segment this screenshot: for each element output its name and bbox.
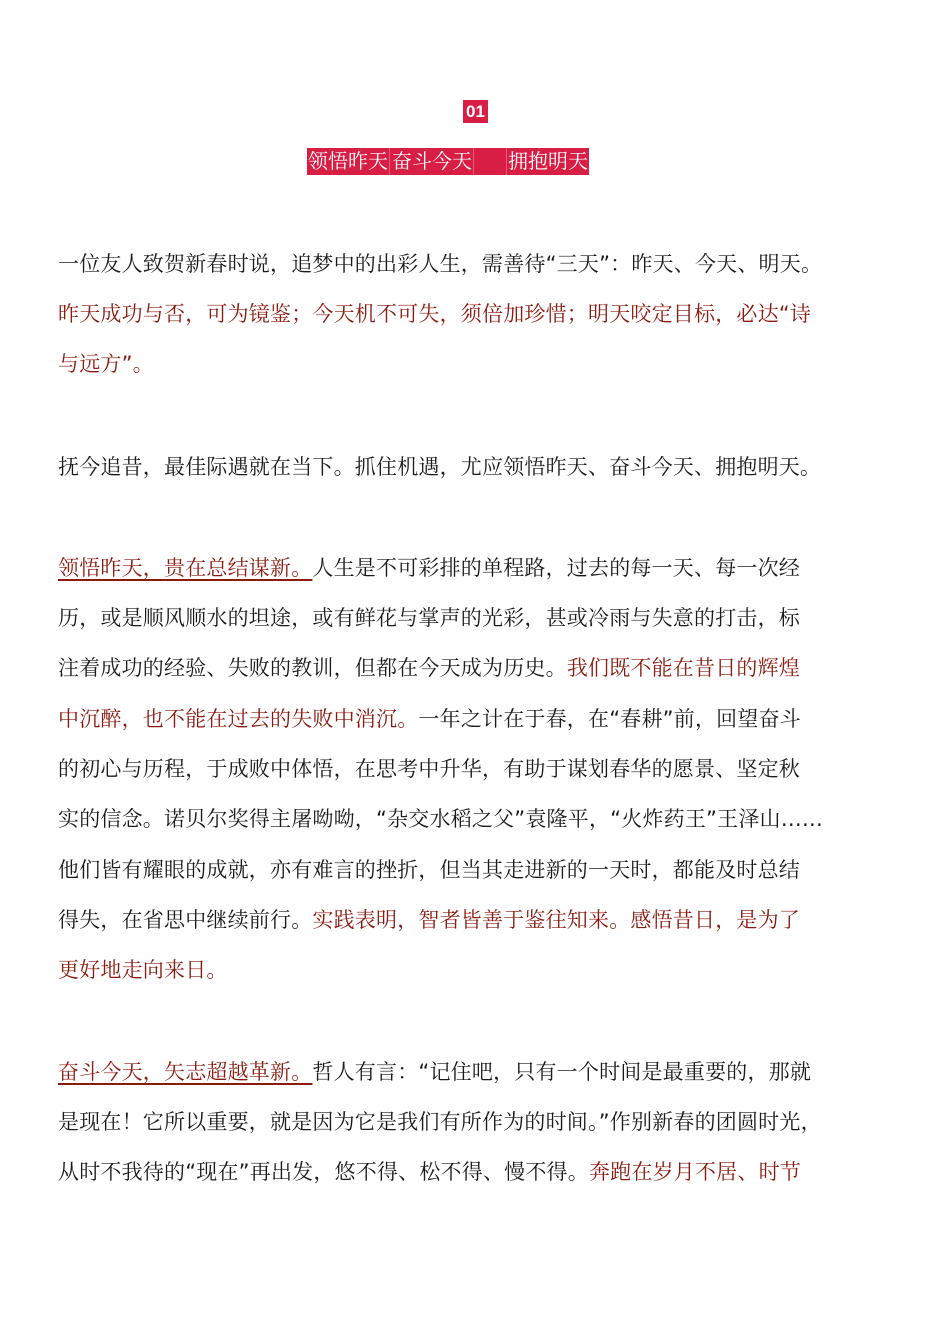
text-line [58,704,801,734]
text-line [58,653,800,683]
body-text: 从时不我待的“现在”再出发，悠不得、松不得、慢不得。 [58,1160,589,1184]
section-title-bar [307,148,589,175]
text-line [58,1057,811,1087]
body-text: 注着成功的经验、失败的教训，但都在今天成为历史。 [58,656,567,680]
emphasis-text: 与远方”。 [58,352,154,376]
emphasis-text: 奔跑在岁月不居、时节 [588,1160,801,1184]
text-line [58,603,800,633]
body-text: 人生是不可彩排的单程路，过去的每一天、每一次经 [312,556,801,580]
body-text: 他们皆有耀眼的成就，亦有难言的挫折，但当其走进新的一天时，都能及时总结 [58,858,800,882]
text-line [58,553,800,583]
text-line [58,1107,822,1137]
emphasis-text: 昨天成功与否，可为镜鉴；今天机不可失，须倍加珍惜；明天咬定目标，必达“诗 [58,302,812,326]
text-line [58,1157,801,1187]
emphasis-text: 更好地走向来日。 [58,958,228,982]
text-line [58,905,800,935]
section-title-segment: 奋斗今天 [389,148,473,175]
body-text: 是现在！它所以重要，就是因为它是我们有所作为的时间。”作别新春的团圆时光， [58,1110,822,1134]
subheading-underlined: 领悟昨天，贵在总结谋新。 [58,556,313,580]
body-text: 历，或是顺风顺水的坦途，或有鲜花与掌声的光彩，甚或冷雨与失意的打击，标 [58,606,800,630]
emphasis-text: 我们既不能在昔日的辉煌 [566,656,801,680]
text-line [58,804,823,834]
subheading-underlined: 奋斗今天，矢志超越革新。 [58,1060,313,1084]
body-text: 哲人有言：“记住吧，只有一个时间是最重要的，那就 [312,1060,812,1084]
text-line [58,754,800,784]
text-line [58,349,154,379]
section-title-segment: 拥抱明天 [508,149,588,173]
text-line [58,955,228,985]
body-text: 一年之计在于春，在“春耕”前，回望奋斗 [418,707,801,731]
text-line [58,855,800,885]
body-text: 的初心与历程，于成败中体悟，在思考中升华，有助于谋划春华的愿景、坚定秋 [58,757,800,781]
text-line [58,452,821,482]
body-text: 得失，在省思中继续前行。 [58,908,313,932]
section-title-spacer [473,148,506,175]
section-title-segment: 领悟昨天 [308,149,388,173]
section-number-badge: 01 [463,100,488,123]
emphasis-text: 中沉醉，也不能在过去的失败中消沉。 [58,707,419,731]
body-text: 一位友人致贺新春时说，追梦中的出彩人生，需善待“三天”：昨天、今天、明天。 [58,252,823,276]
text-line [58,299,811,329]
body-text: 抚今追昔，最佳际遇就在当下。抓住机遇，尤应领悟昨天、奋斗今天、拥抱明天。 [58,455,822,479]
text-line [58,249,822,279]
body-text: 实的信念。诺贝尔奖得主屠呦呦，“杂交水稻之父”袁隆平，“火炸药王”王泽山…… [58,807,824,831]
emphasis-text: 实践表明，智者皆善于鉴往知来。感悟昔日，是为了 [312,908,801,932]
